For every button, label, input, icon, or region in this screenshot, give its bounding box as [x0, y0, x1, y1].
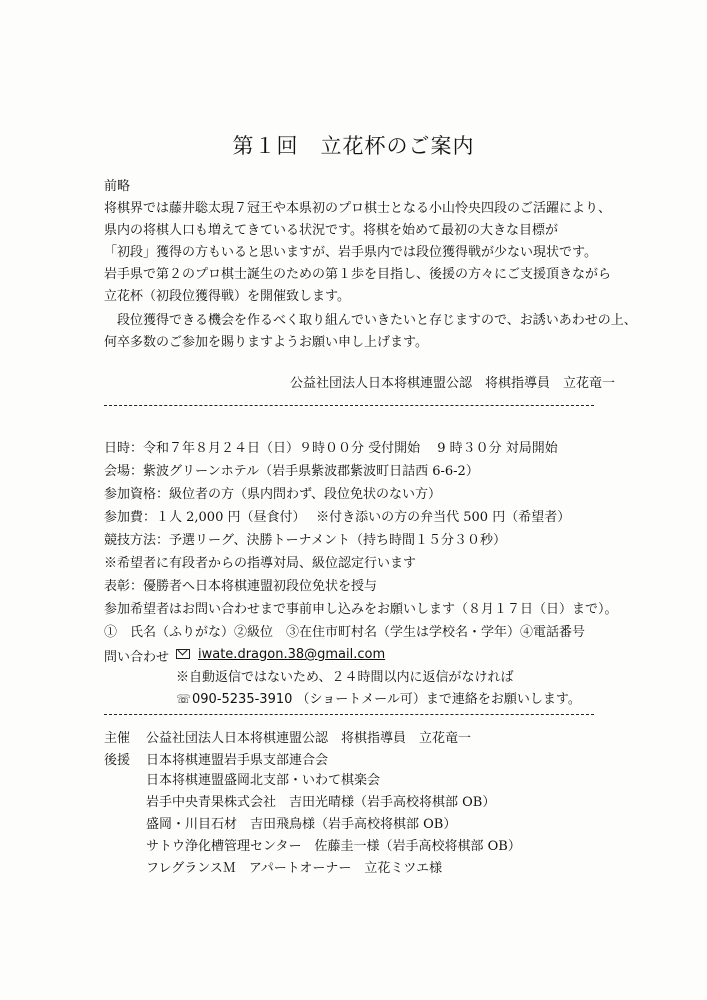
detail-application: 参加希望者はお問い合わせまで事前申し込みをお願いします（８月１７日（日）まで）。 — [104, 602, 618, 617]
supporter-item: 日本将棋連盟盛岡北支部・いわて棋楽会 — [146, 773, 381, 788]
greeting: 前略 — [104, 179, 131, 194]
detail-format: 競技方法：予選リーグ、決勝トーナメント（持ち時間１５分３０秒） — [104, 533, 506, 548]
detail-required-info: ① 氏名（ふりがな）②級位 ③在住市町村名（学生は学校名・学年）④電話番号 — [104, 625, 586, 640]
detail-note: ※希望者に有段者からの指導対局、級位認定行います — [104, 556, 417, 571]
intro-signature: 公益社団法人日本将棋連盟公認 将棋指導員 立花竜一 — [290, 376, 616, 391]
supporter-item: 岩手中央青果株式会社 吉田光晴様（岩手高校将棋部 OB） — [146, 795, 496, 810]
intro-line: 何卒多数のご参加を賜りますようお願い申し上げます。 — [104, 335, 428, 350]
supporter-item: 盛岡・川目石材 吉田飛鳥様（岩手高校将棋部 OB） — [146, 817, 457, 832]
host-name: 公益社団法人日本将棋連盟公認 将棋指導員 立花竜一 — [146, 731, 472, 746]
contact-note: ※自動返信ではないため、２４時間以内に返信がなければ — [176, 670, 514, 685]
intro-line: 岩手県で第２のプロ棋士誕生のための第１歩を目指し、後援の方々にご支援頂きながら — [104, 267, 612, 282]
contact-phone-row — [176, 690, 581, 709]
contact-email-row — [176, 646, 385, 664]
document-title: 第１回 立花杯のご案内 — [232, 134, 475, 158]
intro-line: 県内の将棋人口も増えてきている状況です。将棋を始めて最初の大きな目標が — [104, 223, 558, 238]
supporter-item: フレグランスＭ アパートオーナー 立花ミツエ様 — [146, 861, 443, 876]
contact-phone[interactable]: 090-5235-3910 — [192, 692, 293, 707]
support-label: 後援 — [104, 753, 131, 768]
contact-phone-note: （ショートメール可）まで連絡をお願いします。 — [296, 692, 581, 707]
phone-icon: ☏ — [176, 692, 192, 706]
intro-line: 段位獲得できる機会を作るべく取り組んでいきたいと存じますので、お誘いあわせの上、 — [104, 313, 637, 328]
divider — [104, 405, 594, 406]
contact-label: 問い合わせ — [104, 650, 170, 665]
intro-line: 将棋界では藤井聡太現７冠王や本県初のプロ棋士となる小山怜央四段のご活躍により、 — [104, 201, 612, 216]
detail-venue: 会場：紫波グリーンホテル（岩手県紫波郡紫波町日詰西 6-6-2） — [104, 464, 479, 479]
supporter-item: 日本将棋連盟岩手県支部連合会 — [146, 753, 329, 768]
mail-icon — [176, 649, 190, 659]
supporter-item: サトウ浄化槽管理センター 佐藤圭一様（岩手高校将棋部 OB） — [146, 839, 521, 854]
detail-eligibility: 参加資格：級位者の方（県内問わず、段位免状のない方） — [104, 487, 441, 502]
detail-fee: 参加費：１人 2,000 円（昼食付） ※付き添いの方の弁当代 500 円（希望者） — [104, 510, 571, 525]
intro-line: 「初段」獲得の方もいると思いますが、岩手県内では段位獲得戦が少ない現状です。 — [104, 245, 597, 260]
detail-datetime: 日時：令和７年８月２４日（日）９時００分 受付開始 9 時３０分 対局開始 — [104, 441, 558, 456]
host-label: 主催 — [104, 731, 131, 746]
divider — [104, 714, 594, 715]
intro-line: 立花杯（初段位獲得戦）を開催致します。 — [104, 289, 350, 304]
contact-email[interactable]: iwate.dragon.38@gmail.com — [198, 647, 386, 662]
detail-award: 表彰：優勝者へ日本将棋連盟初段位免状を授与 — [104, 579, 378, 594]
